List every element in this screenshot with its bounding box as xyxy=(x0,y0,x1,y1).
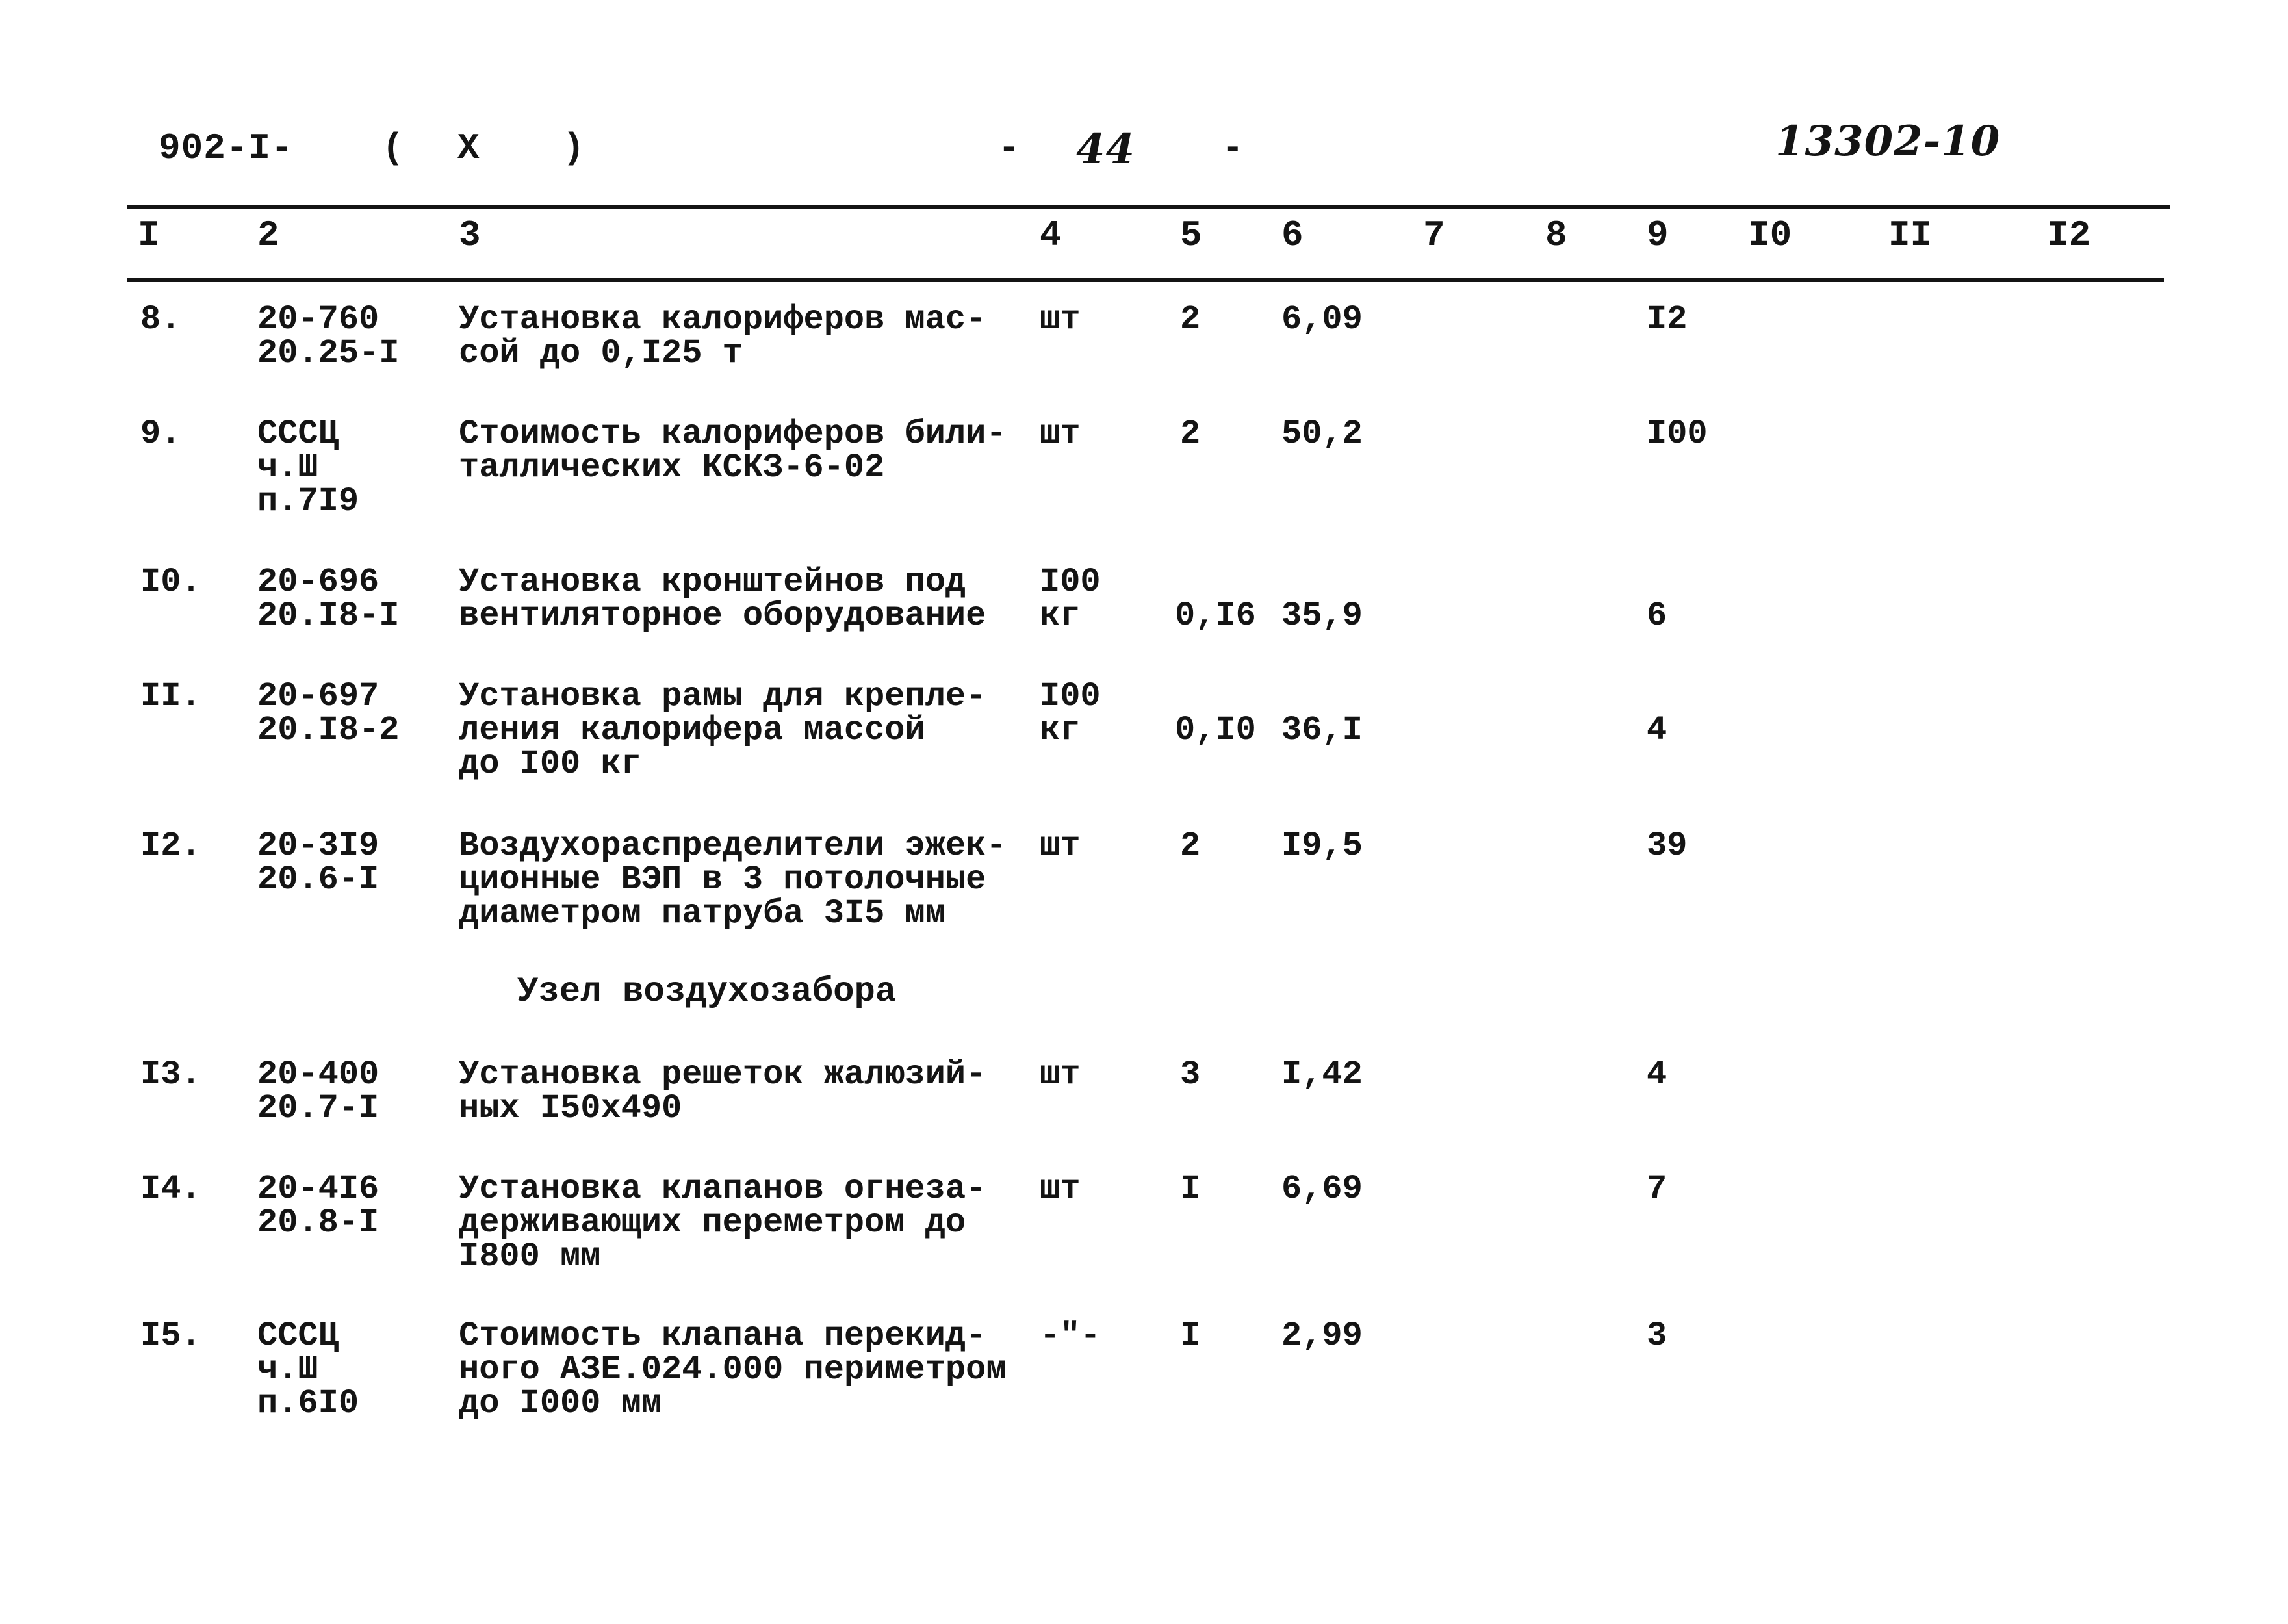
variant-mark: X xyxy=(457,127,480,169)
quantity: 2 xyxy=(1180,415,1201,453)
work-description-line: сой до 0,I25 т xyxy=(459,334,743,372)
norm-code-line: 20-760 xyxy=(257,300,379,339)
work-description-line: Воздухораспределители эжек- xyxy=(459,827,1007,865)
work-description-line: Стоимость калориферов били- xyxy=(459,415,1007,453)
work-description-line: Установка рамы для крепле- xyxy=(459,677,986,715)
total: 4 xyxy=(1647,711,1667,749)
col-num-11: II xyxy=(1888,214,1933,256)
col-num-3: 3 xyxy=(459,214,481,256)
work-description-line: до I000 мм xyxy=(459,1384,662,1423)
work-description-line: ных I50х490 xyxy=(459,1089,682,1128)
dash-right: - xyxy=(1222,127,1244,169)
norm-code-line: ч.Ш xyxy=(257,448,318,487)
row-number: I2. xyxy=(140,827,201,865)
total: 6 xyxy=(1647,597,1667,635)
close-paren: ) xyxy=(563,127,585,169)
quantity: 0,I0 xyxy=(1175,711,1256,749)
norm-code-line: 20.25-I xyxy=(257,334,400,372)
norm-code-line: 20-697 xyxy=(257,677,379,715)
norm-code-line: 20.6-I xyxy=(257,860,379,899)
row-number: I0. xyxy=(140,563,201,601)
col-num-2: 2 xyxy=(257,214,279,256)
top-rule xyxy=(127,205,2170,209)
row-number: I5. xyxy=(140,1317,201,1355)
unit-price: 35,9 xyxy=(1281,597,1363,635)
work-description-line: держивающих переметром до xyxy=(459,1204,966,1242)
row-number: I3. xyxy=(140,1055,201,1094)
norm-code-line: 20.8-I xyxy=(257,1204,379,1242)
work-description-line: Установка калориферов мас- xyxy=(459,300,986,339)
row-number: 9. xyxy=(140,415,181,453)
quantity: I xyxy=(1180,1317,1201,1355)
unit: шт xyxy=(1040,415,1081,453)
quantity: 2 xyxy=(1180,300,1201,339)
work-description-line: таллических КСКЗ-6-02 xyxy=(459,448,885,487)
col-num-4: 4 xyxy=(1040,214,1062,256)
col-num-5: 5 xyxy=(1180,214,1202,256)
unit: шт xyxy=(1040,1055,1081,1094)
row-number: 8. xyxy=(140,300,181,339)
col-num-9: 9 xyxy=(1647,214,1669,256)
work-description-line: Установка решеток жалюзий- xyxy=(459,1055,986,1094)
total: 4 xyxy=(1647,1055,1667,1094)
work-description-line: диаметром патруба 3I5 мм xyxy=(459,894,945,933)
work-description-line: I800 мм xyxy=(459,1237,601,1276)
total: I00 xyxy=(1647,415,1708,453)
work-description-line: ного АЗЕ.024.000 периметром xyxy=(459,1350,1007,1389)
norm-code-line: СССЦ xyxy=(257,415,339,453)
col-num-8: 8 xyxy=(1545,214,1567,256)
norm-code-line: 20.I8-I xyxy=(257,597,400,635)
norm-code-line: СССЦ xyxy=(257,1317,339,1355)
total: I2 xyxy=(1647,300,1688,339)
unit: кг xyxy=(1040,597,1081,635)
section-title: Узел воздухозабора xyxy=(517,972,897,1012)
page-number: 44 xyxy=(1076,125,1136,174)
work-description-line: ления калорифера массой xyxy=(459,711,925,749)
col-num-7: 7 xyxy=(1423,214,1445,256)
work-description-line: до I00 кг xyxy=(459,745,641,783)
unit: шт xyxy=(1040,827,1081,865)
quantity: 0,I6 xyxy=(1175,597,1256,635)
work-description-line: Стоимость клапана перекид- xyxy=(459,1317,986,1355)
work-description-line: Установка клапанов огнеза- xyxy=(459,1170,986,1208)
total: 7 xyxy=(1647,1170,1667,1208)
norm-code-line: 20.7-I xyxy=(257,1089,379,1128)
unit: -"- xyxy=(1040,1317,1101,1355)
row-number: II. xyxy=(140,677,201,715)
row-number: I4. xyxy=(140,1170,201,1208)
col-num-6: 6 xyxy=(1281,214,1304,256)
unit: кг xyxy=(1040,711,1081,749)
header-bottom-rule xyxy=(127,278,2164,282)
quantity: 3 xyxy=(1180,1055,1201,1094)
unit: I00 xyxy=(1040,563,1101,601)
quantity: 2 xyxy=(1180,827,1201,865)
unit-price: 6,09 xyxy=(1281,300,1363,339)
unit-price: 2,99 xyxy=(1281,1317,1363,1355)
norm-code-line: 20-4I6 xyxy=(257,1170,379,1208)
unit-price: 36,I xyxy=(1281,711,1363,749)
unit: I00 xyxy=(1040,677,1101,715)
quantity: I xyxy=(1180,1170,1201,1208)
dash-left: - xyxy=(998,127,1021,169)
total: 39 xyxy=(1647,827,1688,865)
norm-code-line: 20-400 xyxy=(257,1055,379,1094)
unit: шт xyxy=(1040,1170,1081,1208)
work-description-line: Установка кронштейнов под xyxy=(459,563,966,601)
unit-price: 50,2 xyxy=(1281,415,1363,453)
col-num-12: I2 xyxy=(2047,214,2091,256)
norm-code-line: 20-3I9 xyxy=(257,827,379,865)
open-paren: ( xyxy=(382,127,405,169)
norm-code-line: 20.I8-2 xyxy=(257,711,400,749)
work-description-line: вентиляторное оборудование xyxy=(459,597,986,635)
unit-price: I,42 xyxy=(1281,1055,1363,1094)
norm-code-line: п.6I0 xyxy=(257,1384,359,1423)
norm-code-line: 20-696 xyxy=(257,563,379,601)
stamp-number: 13302-10 xyxy=(1775,117,2001,166)
doc-code: 902-I- xyxy=(159,127,294,169)
unit: шт xyxy=(1040,300,1081,339)
work-description-line: ционные ВЭП в 3 потолочные xyxy=(459,860,986,899)
norm-code-line: ч.Ш xyxy=(257,1350,318,1389)
norm-code-line: п.7I9 xyxy=(257,482,359,521)
total: 3 xyxy=(1647,1317,1667,1355)
col-num-1: I xyxy=(138,214,160,256)
col-num-10: I0 xyxy=(1748,214,1792,256)
unit-price: 6,69 xyxy=(1281,1170,1363,1208)
unit-price: I9,5 xyxy=(1281,827,1363,865)
